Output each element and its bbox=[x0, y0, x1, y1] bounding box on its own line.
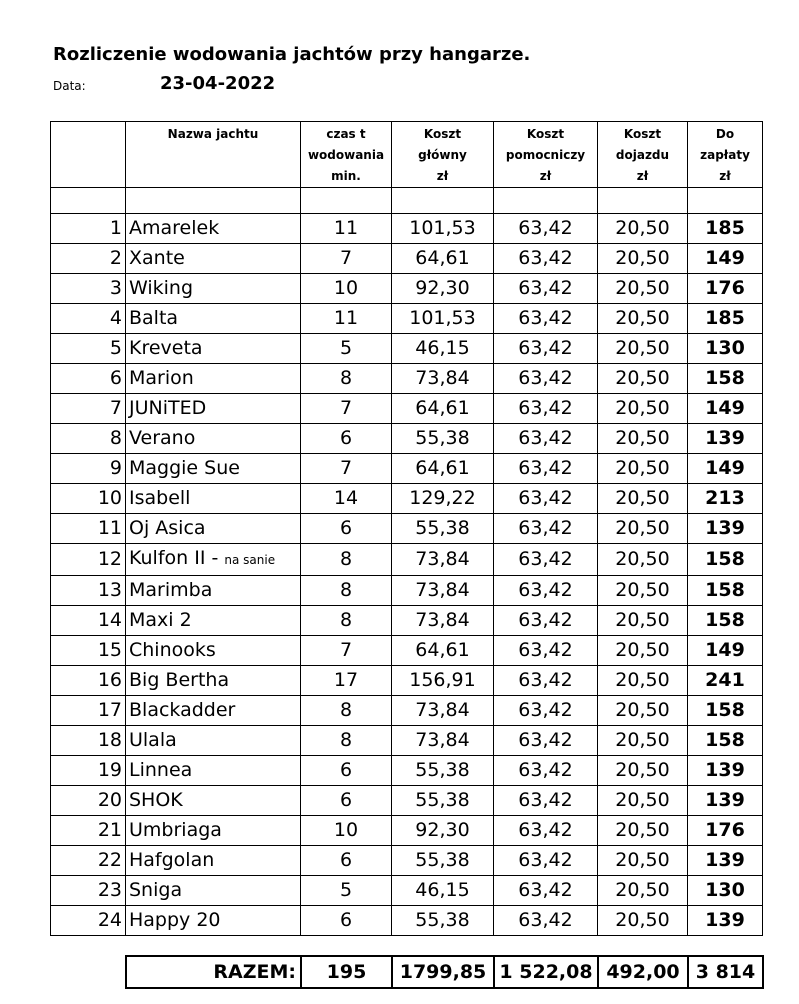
header-aux-cost: Koszt pomocniczy zł bbox=[494, 122, 598, 188]
row-number: 13 bbox=[51, 576, 126, 606]
row-number: 14 bbox=[51, 606, 126, 636]
aux-cost: 63,42 bbox=[494, 726, 598, 756]
aux-cost: 63,42 bbox=[494, 666, 598, 696]
row-number: 7 bbox=[51, 394, 126, 424]
launch-time: 6 bbox=[301, 514, 392, 544]
launch-time: 8 bbox=[301, 606, 392, 636]
to-pay: 139 bbox=[688, 424, 763, 454]
yacht-name: Ulala bbox=[126, 726, 301, 756]
yacht-name: Linnea bbox=[126, 756, 301, 786]
yacht-name: Kreveta bbox=[126, 334, 301, 364]
row-number: 4 bbox=[51, 304, 126, 334]
row-number: 12 bbox=[51, 544, 126, 576]
aux-cost: 63,42 bbox=[494, 334, 598, 364]
launch-time: 5 bbox=[301, 876, 392, 906]
yacht-note: na sanie bbox=[224, 553, 276, 567]
aux-cost: 63,42 bbox=[494, 846, 598, 876]
launch-time: 5 bbox=[301, 334, 392, 364]
main-cost: 129,22 bbox=[392, 484, 494, 514]
travel-cost: 20,50 bbox=[598, 816, 688, 846]
to-pay: 158 bbox=[688, 696, 763, 726]
totals-aux-cost: 1 522,08 bbox=[494, 956, 598, 988]
table-row bbox=[51, 756, 763, 786]
aux-cost: 63,42 bbox=[494, 606, 598, 636]
aux-cost: 63,42 bbox=[494, 394, 598, 424]
page-title: Rozliczenie wodowania jachtów przy hangarze. bbox=[53, 44, 531, 65]
aux-cost: 63,42 bbox=[494, 576, 598, 606]
to-pay: 176 bbox=[688, 274, 763, 304]
table-row bbox=[51, 514, 763, 544]
table-row bbox=[51, 816, 763, 846]
table-row bbox=[51, 846, 763, 876]
header-to-pay: Do zapłaty zł bbox=[688, 122, 763, 188]
main-cost: 156,91 bbox=[392, 666, 494, 696]
date-value: 23-04-2022 bbox=[160, 73, 276, 94]
yacht-name: JUNiTED bbox=[126, 394, 301, 424]
table-row bbox=[51, 876, 763, 906]
to-pay: 185 bbox=[688, 304, 763, 334]
launch-time: 6 bbox=[301, 424, 392, 454]
totals-to-pay: 3 814 bbox=[688, 956, 763, 988]
row-number: 16 bbox=[51, 666, 126, 696]
travel-cost: 20,50 bbox=[598, 544, 688, 576]
table-row bbox=[51, 454, 763, 484]
row-number: 20 bbox=[51, 786, 126, 816]
row-number: 5 bbox=[51, 334, 126, 364]
main-cost: 73,84 bbox=[392, 606, 494, 636]
row-number: 1 bbox=[51, 214, 126, 244]
table-row bbox=[51, 304, 763, 334]
main-cost: 73,84 bbox=[392, 576, 494, 606]
travel-cost: 20,50 bbox=[598, 454, 688, 484]
row-number: 8 bbox=[51, 424, 126, 454]
header-time: czas t wodowania min. bbox=[301, 122, 392, 188]
aux-cost: 63,42 bbox=[494, 484, 598, 514]
launch-time: 17 bbox=[301, 666, 392, 696]
main-cost: 64,61 bbox=[392, 394, 494, 424]
to-pay: 139 bbox=[688, 786, 763, 816]
aux-cost: 63,42 bbox=[494, 696, 598, 726]
to-pay: 139 bbox=[688, 514, 763, 544]
launch-time: 6 bbox=[301, 786, 392, 816]
travel-cost: 20,50 bbox=[598, 424, 688, 454]
row-number: 18 bbox=[51, 726, 126, 756]
row-number: 9 bbox=[51, 454, 126, 484]
launch-time: 7 bbox=[301, 394, 392, 424]
aux-cost: 63,42 bbox=[494, 544, 598, 576]
aux-cost: 63,42 bbox=[494, 214, 598, 244]
main-cost: 55,38 bbox=[392, 906, 494, 936]
table-row bbox=[51, 576, 763, 606]
main-cost: 55,38 bbox=[392, 786, 494, 816]
to-pay: 185 bbox=[688, 214, 763, 244]
main-cost: 92,30 bbox=[392, 816, 494, 846]
totals-main-cost: 1799,85 bbox=[392, 956, 494, 988]
row-number: 19 bbox=[51, 756, 126, 786]
to-pay: 130 bbox=[688, 876, 763, 906]
row-number: 15 bbox=[51, 636, 126, 666]
to-pay: 149 bbox=[688, 454, 763, 484]
row-number: 3 bbox=[51, 274, 126, 304]
travel-cost: 20,50 bbox=[598, 696, 688, 726]
to-pay: 158 bbox=[688, 606, 763, 636]
table-row bbox=[51, 636, 763, 666]
yacht-name: Sniga bbox=[126, 876, 301, 906]
travel-cost: 20,50 bbox=[598, 514, 688, 544]
travel-cost: 20,50 bbox=[598, 636, 688, 666]
launch-time: 11 bbox=[301, 214, 392, 244]
launch-time: 10 bbox=[301, 274, 392, 304]
totals-table bbox=[125, 955, 764, 989]
aux-cost: 63,42 bbox=[494, 756, 598, 786]
main-cost: 73,84 bbox=[392, 726, 494, 756]
main-cost: 101,53 bbox=[392, 214, 494, 244]
main-cost: 73,84 bbox=[392, 696, 494, 726]
table-row bbox=[51, 214, 763, 244]
main-cost: 64,61 bbox=[392, 454, 494, 484]
header-main-cost: Koszt główny zł bbox=[392, 122, 494, 188]
table-row bbox=[51, 544, 763, 576]
table-row bbox=[51, 244, 763, 274]
header-name: Nazwa jachtu bbox=[126, 122, 301, 188]
aux-cost: 63,42 bbox=[494, 906, 598, 936]
main-cost: 101,53 bbox=[392, 304, 494, 334]
main-cost: 92,30 bbox=[392, 274, 494, 304]
row-number: 6 bbox=[51, 364, 126, 394]
to-pay: 241 bbox=[688, 666, 763, 696]
table-row bbox=[51, 786, 763, 816]
totals-row bbox=[126, 956, 763, 988]
yacht-name: Maggie Sue bbox=[126, 454, 301, 484]
launch-time: 11 bbox=[301, 304, 392, 334]
settlement-table bbox=[50, 121, 763, 936]
table-row bbox=[51, 424, 763, 454]
yacht-name: Marimba bbox=[126, 576, 301, 606]
row-number: 10 bbox=[51, 484, 126, 514]
main-cost: 46,15 bbox=[392, 334, 494, 364]
to-pay: 149 bbox=[688, 636, 763, 666]
table-row bbox=[51, 364, 763, 394]
to-pay: 149 bbox=[688, 244, 763, 274]
launch-time: 6 bbox=[301, 756, 392, 786]
row-number: 22 bbox=[51, 846, 126, 876]
yacht-name: Big Bertha bbox=[126, 666, 301, 696]
travel-cost: 20,50 bbox=[598, 786, 688, 816]
to-pay: 139 bbox=[688, 756, 763, 786]
aux-cost: 63,42 bbox=[494, 424, 598, 454]
to-pay: 213 bbox=[688, 484, 763, 514]
launch-time: 8 bbox=[301, 576, 392, 606]
launch-time: 6 bbox=[301, 846, 392, 876]
launch-time: 10 bbox=[301, 816, 392, 846]
aux-cost: 63,42 bbox=[494, 244, 598, 274]
yacht-name: Wiking bbox=[126, 274, 301, 304]
table-row bbox=[51, 696, 763, 726]
launch-time: 8 bbox=[301, 544, 392, 576]
totals-time: 195 bbox=[301, 956, 392, 988]
launch-time: 14 bbox=[301, 484, 392, 514]
row-number: 24 bbox=[51, 906, 126, 936]
launch-time: 7 bbox=[301, 454, 392, 484]
main-cost: 55,38 bbox=[392, 846, 494, 876]
row-number: 11 bbox=[51, 514, 126, 544]
aux-cost: 63,42 bbox=[494, 454, 598, 484]
row-number: 21 bbox=[51, 816, 126, 846]
travel-cost: 20,50 bbox=[598, 244, 688, 274]
yacht-name: Xante bbox=[126, 244, 301, 274]
launch-time: 7 bbox=[301, 636, 392, 666]
header-travel-cost: Koszt dojazdu zł bbox=[598, 122, 688, 188]
spacer-row bbox=[51, 188, 763, 214]
yacht-name: Blackadder bbox=[126, 696, 301, 726]
totals-label: RAZEM: bbox=[126, 956, 301, 988]
table-row bbox=[51, 274, 763, 304]
date-label: Data: bbox=[53, 79, 86, 93]
to-pay: 158 bbox=[688, 726, 763, 756]
yacht-name: Isabell bbox=[126, 484, 301, 514]
travel-cost: 20,50 bbox=[598, 274, 688, 304]
travel-cost: 20,50 bbox=[598, 394, 688, 424]
travel-cost: 20,50 bbox=[598, 304, 688, 334]
to-pay: 158 bbox=[688, 364, 763, 394]
table-row bbox=[51, 394, 763, 424]
launch-time: 6 bbox=[301, 906, 392, 936]
aux-cost: 63,42 bbox=[494, 274, 598, 304]
travel-cost: 20,50 bbox=[598, 334, 688, 364]
table-row bbox=[51, 666, 763, 696]
yacht-name: Verano bbox=[126, 424, 301, 454]
table-row bbox=[51, 606, 763, 636]
travel-cost: 20,50 bbox=[598, 906, 688, 936]
yacht-name: Kulfon II - na sanie bbox=[126, 544, 301, 576]
row-number: 17 bbox=[51, 696, 126, 726]
to-pay: 158 bbox=[688, 576, 763, 606]
row-number: 23 bbox=[51, 876, 126, 906]
yacht-name: Balta bbox=[126, 304, 301, 334]
travel-cost: 20,50 bbox=[598, 846, 688, 876]
travel-cost: 20,50 bbox=[598, 726, 688, 756]
yacht-name: Oj Asica bbox=[126, 514, 301, 544]
table-row bbox=[51, 484, 763, 514]
aux-cost: 63,42 bbox=[494, 364, 598, 394]
travel-cost: 20,50 bbox=[598, 876, 688, 906]
to-pay: 139 bbox=[688, 906, 763, 936]
travel-cost: 20,50 bbox=[598, 576, 688, 606]
yacht-name: SHOK bbox=[126, 786, 301, 816]
aux-cost: 63,42 bbox=[494, 514, 598, 544]
table-row bbox=[51, 334, 763, 364]
to-pay: 158 bbox=[688, 544, 763, 576]
yacht-name: Hafgolan bbox=[126, 846, 301, 876]
launch-time: 8 bbox=[301, 726, 392, 756]
main-cost: 55,38 bbox=[392, 756, 494, 786]
main-cost: 64,61 bbox=[392, 636, 494, 666]
to-pay: 149 bbox=[688, 394, 763, 424]
travel-cost: 20,50 bbox=[598, 214, 688, 244]
to-pay: 176 bbox=[688, 816, 763, 846]
travel-cost: 20,50 bbox=[598, 606, 688, 636]
yacht-name: Marion bbox=[126, 364, 301, 394]
aux-cost: 63,42 bbox=[494, 304, 598, 334]
to-pay: 139 bbox=[688, 846, 763, 876]
aux-cost: 63,42 bbox=[494, 636, 598, 666]
main-cost: 55,38 bbox=[392, 514, 494, 544]
travel-cost: 20,50 bbox=[598, 484, 688, 514]
main-cost: 73,84 bbox=[392, 364, 494, 394]
launch-time: 7 bbox=[301, 244, 392, 274]
to-pay: 130 bbox=[688, 334, 763, 364]
main-cost: 73,84 bbox=[392, 544, 494, 576]
travel-cost: 20,50 bbox=[598, 666, 688, 696]
main-cost: 55,38 bbox=[392, 424, 494, 454]
launch-time: 8 bbox=[301, 364, 392, 394]
launch-time: 8 bbox=[301, 696, 392, 726]
aux-cost: 63,42 bbox=[494, 786, 598, 816]
yacht-name: Amarelek bbox=[126, 214, 301, 244]
yacht-name: Chinooks bbox=[126, 636, 301, 666]
aux-cost: 63,42 bbox=[494, 816, 598, 846]
header-nr bbox=[51, 122, 126, 188]
aux-cost: 63,42 bbox=[494, 876, 598, 906]
table-row bbox=[51, 726, 763, 756]
row-number: 2 bbox=[51, 244, 126, 274]
main-cost: 64,61 bbox=[392, 244, 494, 274]
yacht-name: Maxi 2 bbox=[126, 606, 301, 636]
table-row bbox=[51, 906, 763, 936]
header-row bbox=[51, 122, 763, 188]
travel-cost: 20,50 bbox=[598, 756, 688, 786]
totals-travel-cost: 492,00 bbox=[598, 956, 688, 988]
main-cost: 46,15 bbox=[392, 876, 494, 906]
yacht-name: Happy 20 bbox=[126, 906, 301, 936]
travel-cost: 20,50 bbox=[598, 364, 688, 394]
yacht-name: Umbriaga bbox=[126, 816, 301, 846]
